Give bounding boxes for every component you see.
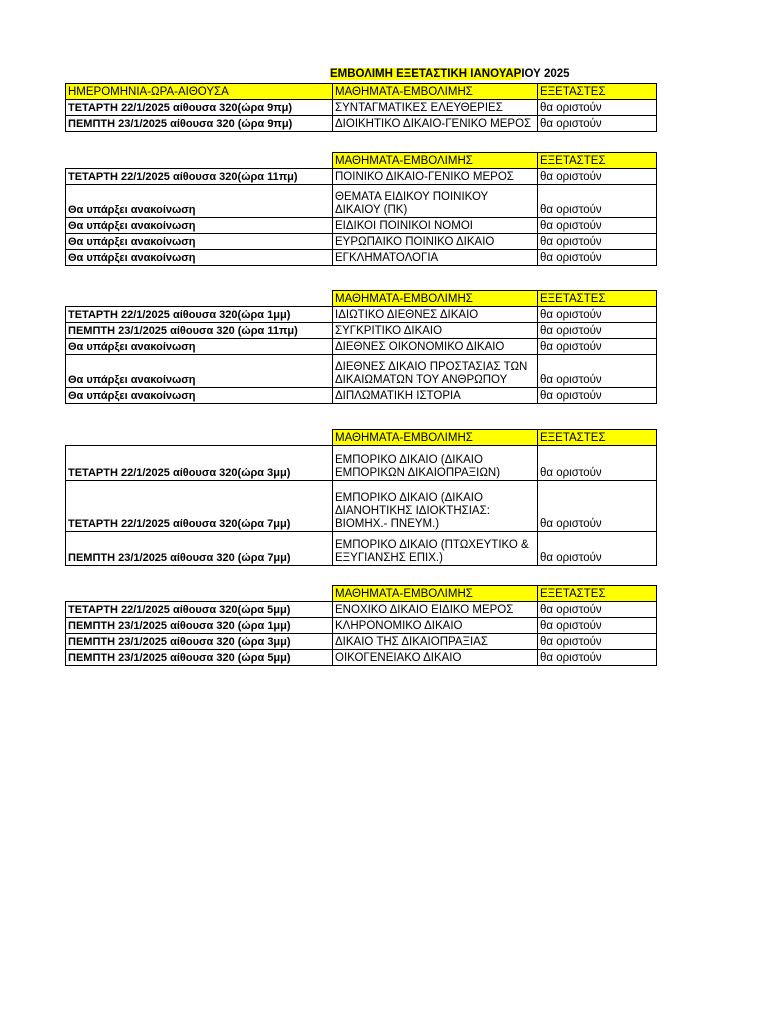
- cell-examiners: θα οριστούν: [538, 532, 657, 566]
- cell-course: ΕΜΠΟΡΙΚΟ ΔΙΚΑΙΟ (ΠΤΩΧΕΥΤΙΚΟ & ΕΞΥΓΙΑΝΣΗΣ ΕΠΙΧ.): [333, 532, 538, 566]
- cell-date: ΠΕΜΠΤΗ 23/1/2025 αίθουσα 320 (ώρα 9πμ): [66, 116, 333, 132]
- cell-course: ΕΓΚΛΗΜΑΤΟΛΟΓΙΑ: [333, 250, 538, 266]
- cell-examiners: θα οριστούν: [538, 355, 657, 388]
- cell-examiners: θα οριστούν: [538, 100, 657, 116]
- cell-date: Θα υπάρξει ανακοίνωση: [66, 388, 333, 404]
- cell-date: ΤΕΤΑΡΤΗ 22/1/2025 αίθουσα 320(ώρα 1μμ): [66, 307, 333, 323]
- cell-date: ΤΕΤΑΡΤΗ 22/1/2025 αίθουσα 320(ώρα 9πμ): [66, 100, 333, 116]
- cell-examiners: θα οριστούν: [538, 602, 657, 618]
- table-header-row: [66, 430, 657, 446]
- table-row: [66, 116, 657, 132]
- cell-course: ΚΛΗΡΟΝΟΜΙΚΟ ΔΙΚΑΙΟ: [333, 618, 538, 634]
- cell-course: ΕΙΔΙΚΟΙ ΠΟΙΝΙΚΟΙ ΝΟΜΟΙ: [333, 218, 538, 234]
- table-row: [66, 250, 657, 266]
- table-row: [66, 234, 657, 250]
- table-row: [66, 481, 657, 532]
- header-course: ΜΑΘΗΜΑΤΑ-ΕΜΒΟΛΙΜΗΣ: [333, 586, 538, 602]
- table-header-row: [66, 586, 657, 602]
- cell-course: ΙΔΙΩΤΙΚΟ ΔΙΕΘΝΕΣ ΔΙΚΑΙΟ: [333, 307, 538, 323]
- header-examiners: ΕΞΕΤΑΣΤΕΣ: [538, 84, 657, 100]
- cell-date: ΤΕΤΑΡΤΗ 22/1/2025 αίθουσα 320(ώρα 5μμ): [66, 602, 333, 618]
- cell-course: ΠΟΙΝΙΚΟ ΔΙΚΑΙΟ-ΓΕΝΙΚΟ ΜΕΡΟΣ: [333, 169, 538, 185]
- header-examiners: ΕΞΕΤΑΣΤΕΣ: [538, 586, 657, 602]
- cell-examiners: θα οριστούν: [538, 339, 657, 355]
- header-spacer: [66, 430, 333, 446]
- table-row: [66, 650, 657, 666]
- header-examiners: ΕΞΕΤΑΣΤΕΣ: [538, 291, 657, 307]
- schedule-table-1: [65, 83, 657, 132]
- header-spacer: [66, 586, 333, 602]
- table-row: [66, 169, 657, 185]
- cell-date: Θα υπάρξει ανακοίνωση: [66, 355, 333, 388]
- cell-course: ΘΕΜΑΤΑ ΕΙΔΙΚΟΥ ΠΟΙΝΙΚΟΥ ΔΙΚΑΙΟΥ (ΠΚ): [333, 185, 538, 218]
- cell-course: ΕΜΠΟΡΙΚΟ ΔΙΚΑΙΟ (ΔΙΚΑΙΟ ΔΙΑΝΟΗΤΙΚΗΣ ΙΔΙΟΚΤΗΣΙΑΣ: ΒΙΟΜΗΧ.- ΠΝΕΥΜ.): [333, 481, 538, 532]
- cell-date: ΤΕΤΑΡΤΗ 22/1/2025 αίθουσα 320(ώρα 7μμ): [66, 481, 333, 532]
- table-row: [66, 100, 657, 116]
- cell-examiners: θα οριστούν: [538, 446, 657, 481]
- cell-date: ΤΕΤΑΡΤΗ 22/1/2025 αίθουσα 320(ώρα 11πμ): [66, 169, 333, 185]
- cell-examiners: θα οριστούν: [538, 650, 657, 666]
- header-course: ΜΑΘΗΜΑΤΑ-ΕΜΒΟΛΙΜΗΣ: [333, 84, 538, 100]
- cell-examiners: θα οριστούν: [538, 250, 657, 266]
- cell-examiners: θα οριστούν: [538, 634, 657, 650]
- cell-date: ΠΕΜΠΤΗ 23/1/2025 αίθουσα 320 (ώρα 7μμ): [66, 532, 333, 566]
- cell-course: ΕΜΠΟΡΙΚΟ ΔΙΚΑΙΟ (ΔΙΚΑΙΟ ΕΜΠΟΡΙΚΩΝ ΔΙΚΑΙΟΠΡΑΞΙΩΝ): [333, 446, 538, 481]
- header-examiners: ΕΞΕΤΑΣΤΕΣ: [538, 430, 657, 446]
- cell-date: Θα υπάρξει ανακοίνωση: [66, 185, 333, 218]
- cell-date: ΤΕΤΑΡΤΗ 22/1/2025 αίθουσα 320(ώρα 3μμ): [66, 446, 333, 481]
- cell-examiners: θα οριστούν: [538, 618, 657, 634]
- header-course: ΜΑΘΗΜΑΤΑ-ΕΜΒΟΛΙΜΗΣ: [333, 153, 538, 169]
- table-row: [66, 602, 657, 618]
- cell-examiners: θα οριστούν: [538, 116, 657, 132]
- cell-date: Θα υπάρξει ανακοίνωση: [66, 339, 333, 355]
- cell-examiners: θα οριστούν: [538, 481, 657, 532]
- table-row: [66, 355, 657, 388]
- table-row: [66, 218, 657, 234]
- header-spacer: [66, 153, 333, 169]
- cell-date: ΠΕΜΠΤΗ 23/1/2025 αίθουσα 320 (ώρα 1μμ): [66, 618, 333, 634]
- cell-examiners: θα οριστούν: [538, 218, 657, 234]
- table-row: [66, 339, 657, 355]
- cell-date: ΠΕΜΠΤΗ 23/1/2025 αίθουσα 320 (ώρα 11πμ): [66, 323, 333, 339]
- cell-date: ΠΕΜΠΤΗ 23/1/2025 αίθουσα 320 (ώρα 5μμ): [66, 650, 333, 666]
- table-row: [66, 388, 657, 404]
- cell-course: ΣΥΝΤΑΓΜΑΤΙΚΕΣ ΕΛΕΥΘΕΡΙΕΣ: [333, 100, 538, 116]
- table-header-row: [66, 84, 657, 100]
- header-course: ΜΑΘΗΜΑΤΑ-ΕΜΒΟΛΙΜΗΣ: [333, 430, 538, 446]
- cell-course: ΣΥΓΚΡΙΤΙΚΟ ΔΙΚΑΙΟ: [333, 323, 538, 339]
- cell-date: ΠΕΜΠΤΗ 23/1/2025 αίθουσα 320 (ώρα 3μμ): [66, 634, 333, 650]
- cell-course: ΔΙΠΛΩΜΑΤΙΚΗ ΙΣΤΟΡΙΑ: [333, 388, 538, 404]
- table-row: [66, 618, 657, 634]
- table-row: [66, 307, 657, 323]
- cell-examiners: θα οριστούν: [538, 388, 657, 404]
- cell-examiners: θα οριστούν: [538, 307, 657, 323]
- table-row: [66, 446, 657, 481]
- table-row: [66, 532, 657, 566]
- cell-examiners: θα οριστούν: [538, 169, 657, 185]
- cell-course: ΔΙΕΘΝΕΣ ΔΙΚΑΙΟ ΠΡΟΣΤΑΣΙΑΣ ΤΩΝ ΔΙΚΑΙΩΜΑΤΩΝ ΤΟΥ ΑΝΘΡΩΠΟΥ: [333, 355, 538, 388]
- table-row: [66, 185, 657, 218]
- table-row: [66, 323, 657, 339]
- table-header-row: [66, 291, 657, 307]
- table-header-row: [66, 153, 657, 169]
- cell-course: ΔΙΟΙΚΗΤΙΚΟ ΔΙΚΑΙΟ-ΓΕΝΙΚΟ ΜΕΡΟΣ: [333, 116, 538, 132]
- schedule-table-2: [65, 152, 657, 266]
- header-date: ΗΜΕΡΟΜΗΝΙΑ-ΩΡΑ-ΑΙΘΟΥΣΑ: [66, 84, 333, 100]
- cell-date: Θα υπάρξει ανακοίνωση: [66, 234, 333, 250]
- page-title: [330, 66, 570, 82]
- cell-course: ΔΙΚΑΙΟ ΤΗΣ ΔΙΚΑΙΟΠΡΑΞΙΑΣ: [333, 634, 538, 650]
- schedule-table-5: [65, 585, 657, 666]
- header-course: ΜΑΘΗΜΑΤΑ-ΕΜΒΟΛΙΜΗΣ: [333, 291, 538, 307]
- cell-date: Θα υπάρξει ανακοίνωση: [66, 218, 333, 234]
- cell-examiners: θα οριστούν: [538, 323, 657, 339]
- cell-course: ΔΙΕΘΝΕΣ ΟΙΚΟΝΟΜΙΚΟ ΔΙΚΑΙΟ: [333, 339, 538, 355]
- schedule-table-3: [65, 290, 657, 404]
- schedule-table-4: [65, 429, 657, 566]
- header-spacer: [66, 291, 333, 307]
- cell-date: Θα υπάρξει ανακοίνωση: [66, 250, 333, 266]
- cell-examiners: θα οριστούν: [538, 185, 657, 218]
- cell-examiners: θα οριστούν: [538, 234, 657, 250]
- header-examiners: ΕΞΕΤΑΣΤΕΣ: [538, 153, 657, 169]
- cell-course: ΕΥΡΩΠΑΙΚΟ ΠΟΙΝΙΚΟ ΔΙΚΑΙΟ: [333, 234, 538, 250]
- table-row: [66, 634, 657, 650]
- cell-course: ΕΝΟΧΙΚΟ ΔΙΚΑΙΟ ΕΙΔΙΚΟ ΜΕΡΟΣ: [333, 602, 538, 618]
- page-title-rest: ΙΟΥ 2025: [521, 68, 570, 80]
- cell-course: ΟΙΚΟΓΕΝΕΙΑΚΟ ΔΙΚΑΙΟ: [333, 650, 538, 666]
- page-title-highlighted: ΕΜΒΟΛΙΜΗ ΕΞΕΤΑΣΤΙΚΗ ΙΑΝΟΥΑΡ: [330, 68, 522, 80]
